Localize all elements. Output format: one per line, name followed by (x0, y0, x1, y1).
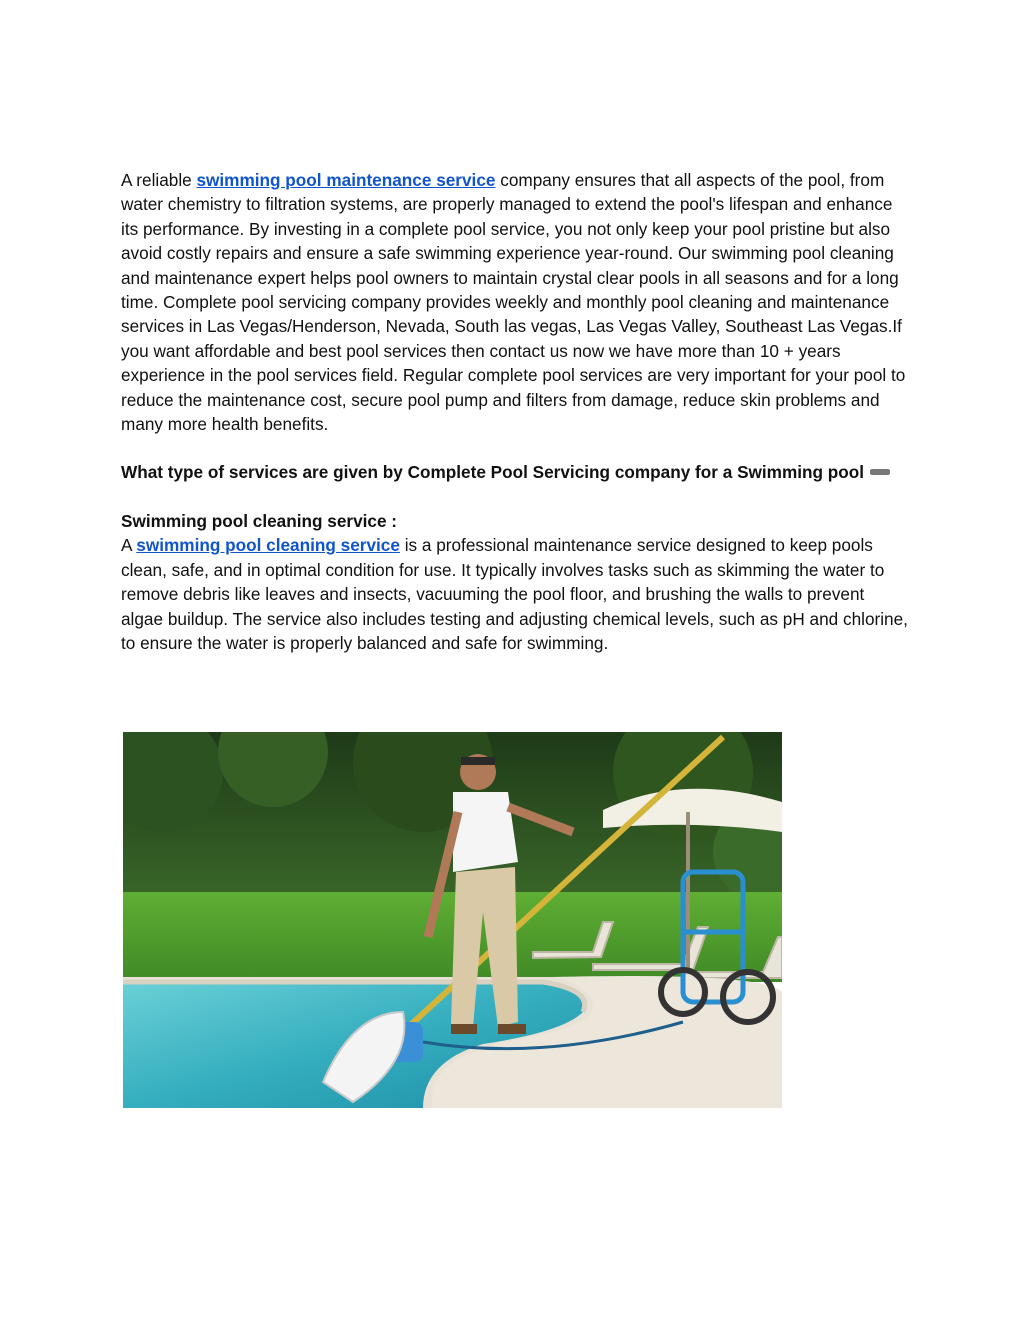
cleaning-body: is a professional maintenance service designed to keep pools clean, safe, and in optimal condition for use. It typically involves tasks such as skimming the water to remove debris like leaves and insects, vacuuming the pool floor, and brushing the walls to prevent algae buildup. The service also includes testing and adjusting chemical levels, such as pH and chlorine, to ensure the water is properly balanced and safe for swimming. (121, 535, 908, 653)
document-body (121, 168, 911, 655)
minus-icon (870, 469, 890, 475)
cleaning-service-link[interactable]: swimming pool cleaning service (136, 535, 400, 556)
intro-prefix: A reliable (121, 170, 197, 190)
services-heading (121, 460, 911, 484)
services-heading-text: What type of services are given by Complete Pool Servicing company for a Swimming pool (121, 462, 865, 483)
intro-paragraph (121, 168, 911, 436)
cleaning-heading: Swimming pool cleaning service : (121, 510, 398, 531)
cleaning-paragraph (121, 533, 911, 655)
pool-service-photo (123, 732, 782, 1108)
maintenance-service-link[interactable]: swimming pool maintenance service (196, 170, 496, 190)
cleaning-prefix: A (121, 535, 137, 556)
intro-body: company ensures that all aspects of the pool, from water chemistry to filtration systems, are properly managed to extend the pool's lifespan and enhance its performance. By investing in a complete pool service, you not only keep your pool pristine but also avoid costly repairs and ensure a safe swimming experience year-round. Our swimming pool cleaning and maintenance expert helps pool owners to maintain crystal clear pools in all seasons and for a long time. Complete pool servicing company provides weekly and monthly pool cleaning and maintenance services in Las Vegas/Henderson, Nevada, South las vegas, Las Vegas Valley, Southeast Las Vegas.If you want affordable and best pool services then contact us now we have more than 10 + years experience in the pool services field. Regular complete pool services are very important for your pool to reduce the maintenance cost, secure pool pump and filters from damage, reduce skin problems and many more health benefits. (121, 170, 906, 435)
